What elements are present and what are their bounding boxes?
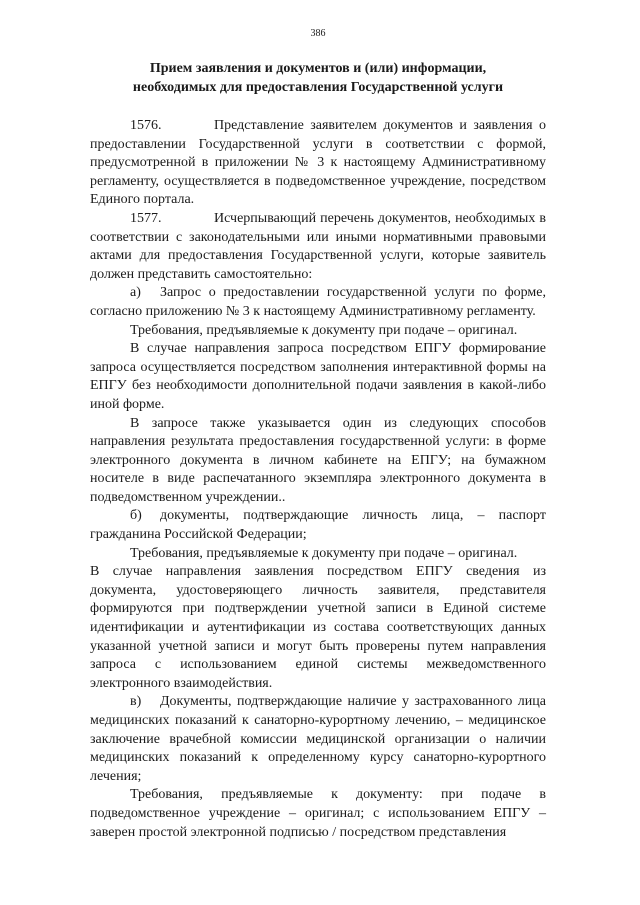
- section-title: [90, 59, 546, 97]
- list-marker: в): [130, 694, 142, 710]
- paragraph: [90, 284, 546, 321]
- paragraph-text: Представление заявителем документов и заявления о предоставлении Государственной услуги в соответствии с формой, предусмотренной в приложении № 3 к настоящему Административному регламенту, осуществляется в подведомственное учреждение, посредством Единого портала.: [90, 118, 546, 208]
- document-page: [90, 28, 546, 842]
- paragraph-text: Исчерпывающий перечень документов, необходимых в соответствии с законодательными или иными нормативными правовыми актами для предоставления Государственной услуги, которые заявитель должен представить самостоятельно:: [90, 210, 546, 282]
- page-number: 386: [310, 28, 326, 39]
- paragraph-text: Требования, предъявляемые к документу: при подаче в подведомственное учреждение – оригинал; с использованием ЕПГУ – заверен простой электронной подписью / посредством представления: [90, 787, 546, 840]
- section-title-line-2: необходимых для предоставления Государственной услуги: [132, 80, 504, 95]
- paragraph: [90, 340, 546, 414]
- paragraph-text: документы, подтверждающие личность лица, – паспорт гражданина Российской Федерации;: [90, 508, 546, 543]
- paragraph-text: Документы, подтверждающие наличие у застрахованного лица медицинских показаний к санаторно-курортному лечению, – медицинское заключение врачебной комиссии медицинской организации о наличии медицинских показаний к определенному курсу санаторно-курортного лечения;: [90, 694, 546, 784]
- paragraph: [90, 545, 546, 564]
- paragraph: [90, 415, 546, 508]
- paragraph-text: В случае направления заявления посредством ЕПГУ сведения из документа, удостоверяющего личность заявителя, представителя формируются при подтверждении учетной записи в Единой системе идентификации и аутентификации из состава соответствующих данных указанной учетной записи и могут быть проверены путем направления запроса с использованием единой системы межведомственного электронного взаимодействия.: [90, 564, 546, 691]
- paragraph-number: 1576.: [130, 118, 162, 133]
- paragraph-text: Требования, предъявляемые к документу при подаче – оригинал.: [130, 322, 518, 338]
- paragraph: [90, 563, 546, 693]
- paragraph: [90, 210, 546, 284]
- paragraph-text: В случае направления запроса посредством ЕПГУ формирование запроса осуществляется посредством заполнения интерактивной формы на ЕПГУ без необходимости дополнительной подачи заявления в какой-либо иной форме.: [90, 341, 546, 412]
- paragraph: [90, 322, 546, 341]
- paragraph-number: 1577.: [130, 210, 162, 226]
- list-marker: а): [130, 285, 141, 301]
- paragraph: [90, 693, 546, 786]
- paragraph: [90, 507, 546, 544]
- paragraph-text: Запрос о предоставлении государственной услуги по форме, согласно приложению № 3 к настоящему Административному регламенту.: [90, 285, 546, 319]
- section-title-line-1: Прием заявления и документов и (или) информации,: [149, 61, 487, 76]
- paragraph: [90, 117, 546, 210]
- paragraph: [90, 786, 546, 842]
- document-body: [90, 117, 546, 842]
- paragraph-text: Требования, предъявляемые к документу при подаче – оригинал.: [130, 545, 518, 561]
- list-marker: б): [130, 508, 142, 524]
- paragraph-text: В запросе также указывается один из следующих способов направления результата предоставления государственной услуги: в форме электронного документа в личном кабинете на ЕПГУ; на бумажном носителе в виде распечатанного экземпляра электронного документа в подведомственном учреждении..: [90, 415, 546, 505]
